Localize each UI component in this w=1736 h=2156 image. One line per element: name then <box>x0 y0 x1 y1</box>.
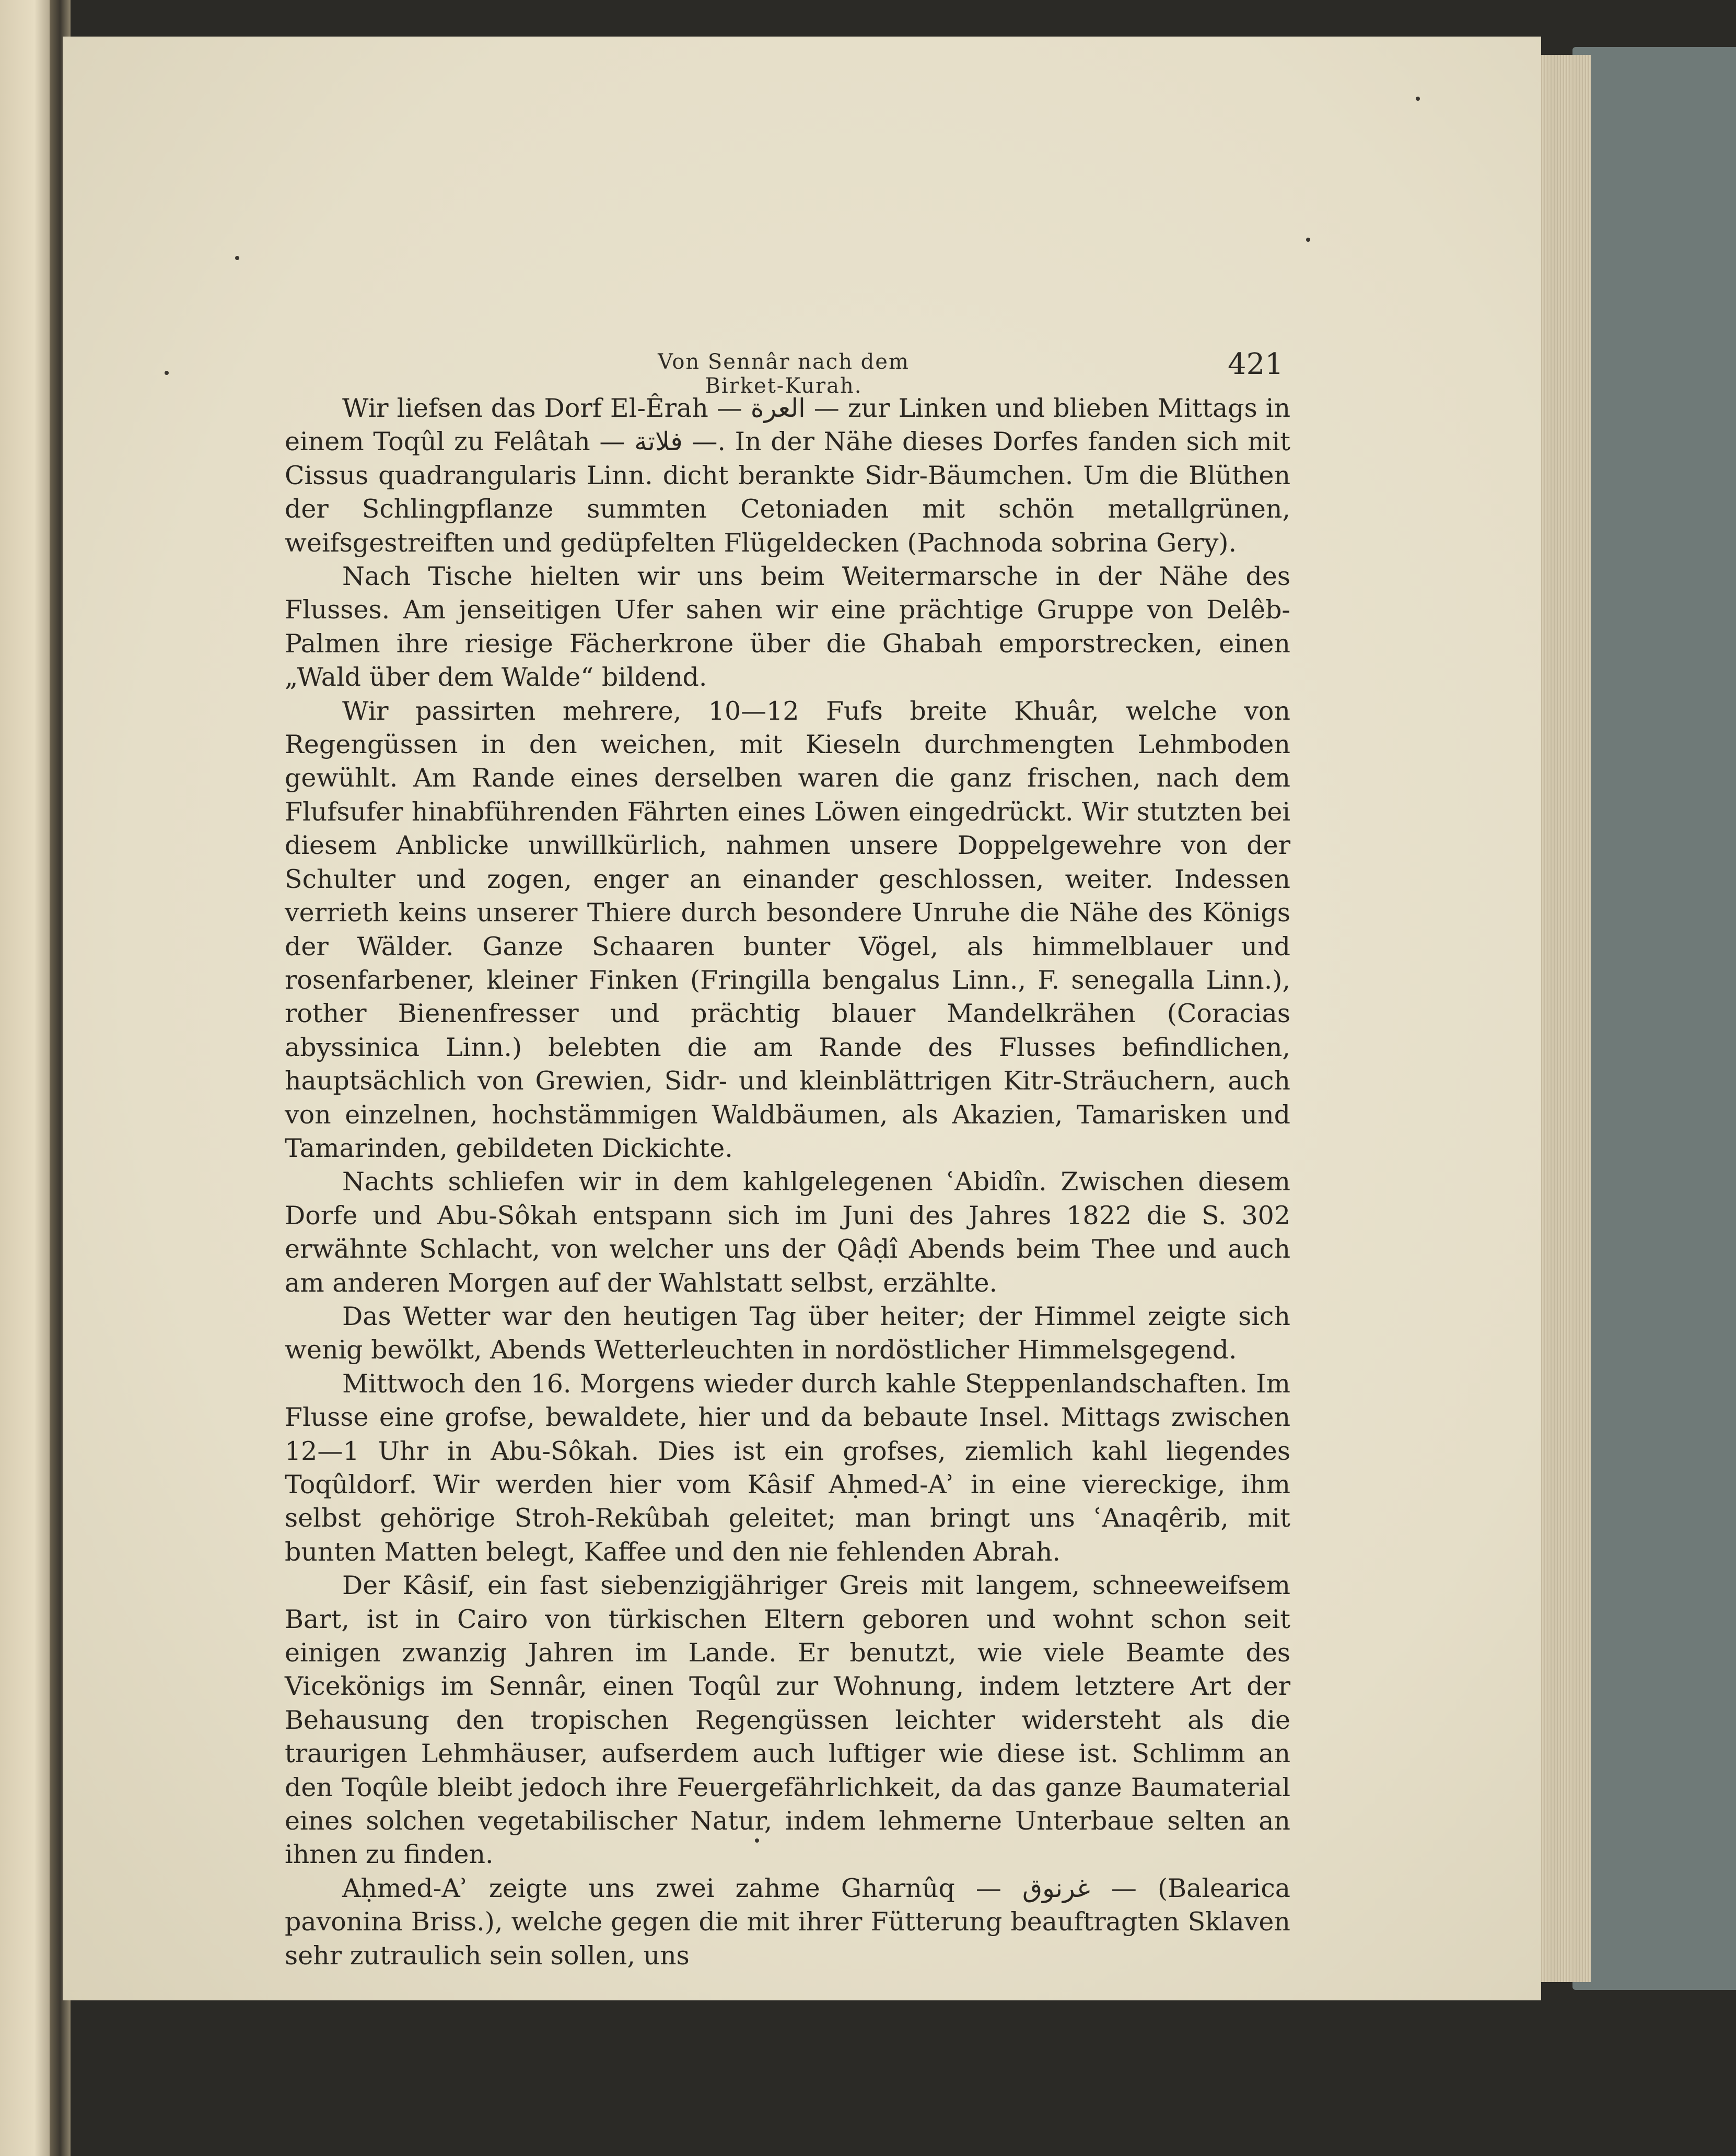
paragraph: Wir liefsen das Dorf El-Êrah — العرة — zur Linken und blieben Mittags in einem Toqûl zu Felâtah — فلاتة —. In der Nähe dieses Dorfes fanden sich mit Cissus quadrangularis Linn. dicht berankte Sidr-Bäumchen. Um die Blüthen der Schlingpflanze summten Cetoniaden mit schön metallgrünen, weifsgestreiften und gedüpfelten Flügeldecken (Pachnoda sobrina Gery). <box>285 393 1291 558</box>
book-cover-board <box>1572 47 1736 1990</box>
paragraph: Aḥmed-Aʾ zeigte uns zwei zahme Gharnûq — غرنوق — (Balearica pavonina Briss.), welche gegen die mit ihrer Fütterung beauftragten Sklaven sehr zutraulich sein sollen, uns <box>285 1873 1290 1971</box>
facing-page-edge <box>0 0 57 2156</box>
book-page <box>63 37 1541 2000</box>
running-head: Von Sennâr nach dem Birket-Kurah. <box>658 350 910 398</box>
paper-speck <box>165 371 169 375</box>
body-text <box>285 392 1290 1973</box>
paper-speck <box>755 1838 759 1843</box>
paragraph: Wir passirten mehrere, 10—12 Fufs breite Khuâr, welche von Regengüssen in den weichen, mit Kieseln durchmengten Lehmboden gewühlt. Am Rande eines derselben waren die ganz frischen, nach dem Flufsufer hinabführenden Fährten eines Löwen eingedrückt. Wir stutzten bei diesem Anblicke unwillkürlich, nahmen unsere Doppelgewehre von der Schulter und zogen, enger an einander geschlossen, weiter. Indessen verrieth keins unserer Thiere durch besondere Unruhe die Nähe des Königs der Wälder. Ganze Schaaren bunter Vögel, als himmelblauer und rosenfarbener, kleiner Finken (Fringilla bengalus Linn., F. senegalla Linn.), rother Bienenfresser und prächtig blauer Mandelkrähen (Coracias abyssinica Linn.) belebten die am Rande des Flusses befindlichen, hauptsächlich von Grewien, Sidr- und kleinblättrigen Kitr-Sträuchern, auch von einzelnen, hochstämmigen Waldbäumen, als Akazien, Tamarisken und Tamarinden, gebildeten Dickichte. <box>285 696 1290 1163</box>
page-edges <box>1533 55 1591 1982</box>
page-number: 421 <box>1228 347 1284 381</box>
paragraph: Nach Tische hielten wir uns beim Weitermarsche in der Nähe des Flusses. Am jenseitigen Ufer sahen wir eine prächtige Gruppe von Delêb-Palmen ihre riesige Fächerkrone über die Ghabah emporstrecken, einen „Wald über dem Walde“ bildend. <box>285 561 1290 693</box>
paper-speck <box>1306 238 1310 242</box>
paragraph: Der Kâsif, ein fast siebenzigjähriger Greis mit langem, schneeweifsem Bart, ist in Cairo von türkischen Eltern geboren und wohnt schon seit einigen zwanzig Jahren im Lande. Er benutzt, wie viele Beamte des Vicekönigs im Sennâr, einen Toqûl zur Wohnung, indem letztere Art der Behausung den tropischen Regengüssen leichter widersteht als die traurigen Lehmhäuser, aufserdem auch luftiger wie diese ist. Schlimm an den Toqûle bleibt jedoch ihre Feuergefährlichkeit, da das ganze Baumaterial eines solchen vegetabilischer Natur, indem lehmerne Unterbaue selten an ihnen zu finden. <box>285 1571 1290 1870</box>
paper-speck <box>1416 97 1420 101</box>
paper-speck <box>235 256 239 260</box>
paragraph: Nachts schliefen wir in dem kahlgelegenen ʿAbidîn. Zwischen diesem Dorfe und Abu-Sôkah entspann sich im Juni des Jahres 1822 die S. 302 erwähnte Schlacht, von welcher uns der Qâḍî Abends beim Thee und auch am anderen Morgen auf der Wahlstatt selbst, erzählte. <box>285 1167 1290 1298</box>
paragraph: Das Wetter war den heutigen Tag über heiter; der Himmel zeigte sich wenig bewölkt, Abends Wetterleuchten in nordöstlicher Himmelsgegend. <box>285 1301 1290 1365</box>
paragraph: Mittwoch den 16. Morgens wieder durch kahle Steppenlandschaften. Im Flusse eine grofse, bewaldete, hier und da bebaute Insel. Mittags zwischen 12—1 Uhr in Abu-Sôkah. Dies ist ein grofses, ziemlich kahl liegendes Toqûldorf. Wir werden hier vom Kâsif Aḥmed-Aʾ in eine viereckige, ihm selbst gehörige Stroh-Rekûbah geleitet; man bringt uns ʿAnaqêrib, mit bunten Matten belegt, Kaffee und den nie fehlenden Abrah. <box>285 1368 1290 1567</box>
